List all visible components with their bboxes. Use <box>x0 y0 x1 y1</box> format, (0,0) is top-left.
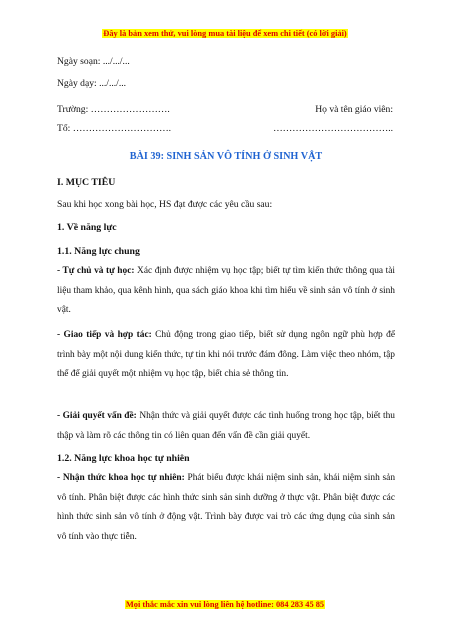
text-giai-quyet: Nhận thức và giải quyết được các tình huống trong học tập, biết thu thập và làm rõ các thông tin có liên quan đến vấn đề cần giải quyết. <box>57 411 395 441</box>
paragraph-giao-tiep <box>57 326 395 385</box>
truong: Trường: ……………………. <box>57 104 170 115</box>
text-tu-chu: Xác định được nhiệm vụ học tập; biết tự tìm kiến thức thông qua tài liệu tham khảo, qua kênh hình, qua sách giáo khoa khi tìm hiểu về sinh sản vô tính ở sinh vật. <box>57 266 396 315</box>
intro-text: Sau khi học xong bài học, HS đạt được các yêu cầu sau: <box>57 199 273 210</box>
hotline-banner <box>0 600 450 609</box>
label-nhan-thuc: - Nhận thức khoa học tự nhiên: <box>57 473 185 483</box>
to: Tổ: …………………………. <box>57 123 172 134</box>
text-nhan-thuc: Phát biểu được khái niệm sinh sản, khái niệm sinh sản vô tính. Phân biệt được các hình thức sinh sản sinh dưỡng ở thực vật. Phân biệt được các hình thức sinh sản vô tính ở động vật. Trình bày được vai trò các ứng dụng của sinh sản vô tính vào thực tiễn. <box>57 473 396 542</box>
header-row-2 <box>57 123 393 134</box>
lesson-title: BÀI 39: SINH SẢN VÔ TÍNH Ở SINH VẬT <box>129 151 323 162</box>
heading-nang-luc-khtn: 1.2. Năng lực khoa học tự nhiên <box>57 453 190 464</box>
paragraph-nhan-thuc <box>57 469 395 547</box>
label-giao-tiep: - Giao tiếp và hợp tác: <box>57 330 152 340</box>
hotline-banner-text: Mọi thắc mắc xin vui lòng liên hệ hotline: 084 283 45 85 <box>125 600 325 609</box>
giao-vien-line: ……………………………….. <box>273 123 393 134</box>
giao-vien-label: Họ và tên giáo viên: <box>315 104 393 115</box>
label-tu-chu: - Tự chủ và tự học: <box>57 266 135 276</box>
header-row-1 <box>57 104 393 115</box>
text-giao-tiep: Chủ động trong giao tiếp, biết sử dụng ngôn ngữ phù hợp để trình bày một nội dung kiến thức, tự tin khi nói trước đám đông. Làm việc theo nhóm, tập thể để giải quyết một nhiệm vụ học tập, biết chia sẻ thông tin. <box>57 330 395 379</box>
heading-nang-luc-chung: 1.1. Năng lực chung <box>57 246 140 257</box>
preview-banner <box>0 29 450 38</box>
ngay-day: Ngày dạy: .../.../... <box>57 78 127 89</box>
label-giai-quyet: - Giải quyết vấn đề: <box>57 411 137 421</box>
ngay-soan: Ngày soạn: .../.../... <box>57 56 130 67</box>
paragraph-giai-quyet <box>57 407 395 446</box>
paragraph-tu-chu <box>57 262 395 321</box>
heading-nang-luc: 1. Về năng lực <box>57 222 117 233</box>
preview-banner-text: Đây là bản xem thử, vui lòng mua tài liệu để xem chi tiết (có lời giải) <box>103 29 347 38</box>
section-muc-tieu: I. MỤC TIÊU <box>57 177 116 188</box>
